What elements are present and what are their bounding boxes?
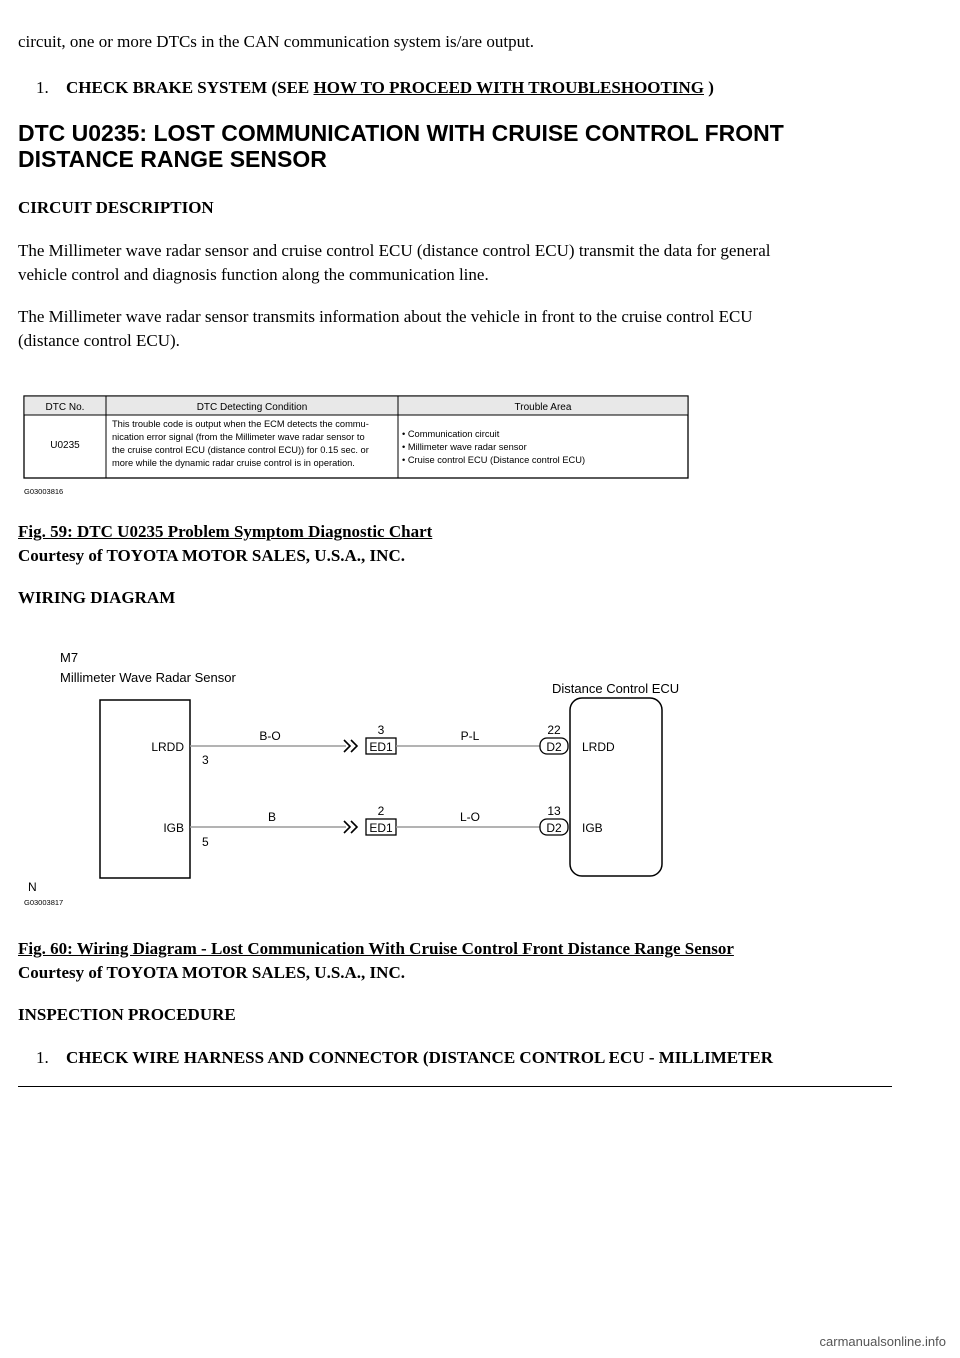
sensor-box xyxy=(100,700,190,878)
intro-text: circuit, one or more DTCs in the CAN communication system is/are output. xyxy=(18,32,535,51)
wiring-diagram-figure xyxy=(20,640,720,912)
dtc-heading-line1: DTC U0235: LOST COMMUNICATION WITH CRUISE CONTROL FRONT xyxy=(18,120,784,146)
connector-d2-label: D2 xyxy=(546,821,562,835)
condition-line: nication error signal (from the Millimeter wave radar sensor to xyxy=(112,432,365,442)
header-dtc-no: DTC No. xyxy=(45,402,85,413)
wiring-diagram-title: WIRING DIAGRAM xyxy=(18,588,176,607)
diagram-image-code: G03003817 xyxy=(24,898,64,907)
sensor-pin-label: LRDD xyxy=(151,740,184,754)
sensor-pin-no: 5 xyxy=(202,835,209,849)
wire-color-label: L-O xyxy=(459,810,481,824)
connector-d2-label: D2 xyxy=(546,740,562,754)
trouble-area-line: • Millimeter wave radar sensor xyxy=(402,442,527,452)
fig59-courtesy: Courtesy of TOYOTA MOTOR SALES, U.S.A., INC. xyxy=(18,546,405,565)
inspection-step xyxy=(36,1046,773,1070)
ecu-name: Distance Control ECU xyxy=(552,681,680,696)
inspection-step-text: CHECK WIRE HARNESS AND CONNECTOR (DISTANCE CONTROL ECU - MILLIMETER xyxy=(66,1048,774,1067)
circuit-description-para1 xyxy=(18,239,770,287)
connector-chevron-icon xyxy=(351,740,357,752)
step-number: 1. xyxy=(36,1048,49,1067)
ecu-pin-label: LRDD xyxy=(582,740,615,754)
fig59-caption-block xyxy=(18,520,432,568)
fig60-caption-block xyxy=(18,937,734,985)
header-trouble-area: Trouble Area xyxy=(514,402,572,413)
para-line: (distance control ECU). xyxy=(18,331,180,350)
dtc-table-figure xyxy=(20,390,700,498)
connector-ed1-pin: 2 xyxy=(377,804,385,818)
cell-dtc-no: U0235 xyxy=(50,440,80,451)
sensor-pin-label: IGB xyxy=(163,821,184,835)
connector-ed1-label: ED1 xyxy=(369,740,393,754)
header-detecting-condition: DTC Detecting Condition xyxy=(196,402,308,413)
wire-color-label: P-L xyxy=(460,729,480,743)
wire-line-lrdd xyxy=(151,723,615,767)
connector-ed1-pin: 3 xyxy=(377,723,385,737)
watermark: carmanualsonline.info xyxy=(819,1334,946,1349)
sensor-pin-no: 3 xyxy=(202,753,209,767)
step-number: 1. xyxy=(36,78,49,97)
connector-chevron-icon xyxy=(351,821,357,833)
para-line: The Millimeter wave radar sensor and cruise control ECU (distance control ECU) transmit the data for general xyxy=(18,241,771,260)
table-header-row xyxy=(24,396,688,415)
ecu-box xyxy=(570,698,662,876)
para-line: The Millimeter wave radar sensor transmits information about the vehicle in front to the cruise control ECU xyxy=(18,307,753,326)
connector-d2-pin: 22 xyxy=(547,723,561,737)
fig60-courtesy: Courtesy of TOYOTA MOTOR SALES, U.S.A., INC. xyxy=(18,963,405,982)
page-bottom-rule xyxy=(18,1086,892,1087)
condition-line: the cruise control ECU (distance control ECU)) for 0.15 sec. or xyxy=(112,445,369,455)
connector-d2-pin: 13 xyxy=(547,804,561,818)
wire-line-igb xyxy=(163,804,602,849)
sensor-name: Millimeter Wave Radar Sensor xyxy=(60,670,236,685)
wire-color-label: B xyxy=(267,810,277,824)
para-line: vehicle control and diagnosis function along the communication line. xyxy=(18,265,489,284)
troubleshooting-link[interactable]: HOW TO PROCEED WITH TROUBLESHOOTING xyxy=(313,78,704,97)
condition-line: This trouble code is output when the ECM detects the commu- xyxy=(112,419,369,429)
condition-line: more while the dynamic radar cruise control is in operation. xyxy=(112,458,355,468)
sensor-code: M7 xyxy=(60,650,79,665)
table-image-code: G03003816 xyxy=(24,487,64,496)
circuit-description-para2 xyxy=(18,305,753,353)
connector-ed1-label: ED1 xyxy=(369,821,393,835)
step-check-brake-system xyxy=(36,76,714,100)
fig60-caption-link[interactable]: Fig. 60: Wiring Diagram - Lost Communication With Cruise Control Front Distance Range Sensor xyxy=(18,939,734,958)
step-text-prefix: CHECK BRAKE SYSTEM (SEE xyxy=(66,78,314,97)
trouble-area-line: • Communication circuit xyxy=(402,429,500,439)
ecu-pin-label: IGB xyxy=(582,821,603,835)
circuit-description-title: CIRCUIT DESCRIPTION xyxy=(18,198,214,217)
dtc-heading xyxy=(18,120,784,172)
wire-color-label: B-O xyxy=(259,729,281,743)
fig59-caption-link[interactable]: Fig. 59: DTC U0235 Problem Symptom Diagnostic Chart xyxy=(18,522,433,541)
trouble-area-line: • Cruise control ECU (Distance control ECU) xyxy=(402,455,586,465)
diagram-corner-letter: N xyxy=(28,880,37,894)
dtc-heading-line2: DISTANCE RANGE SENSOR xyxy=(18,146,327,172)
step-text-suffix: ) xyxy=(703,78,714,97)
inspection-procedure-title: INSPECTION PROCEDURE xyxy=(18,1005,236,1024)
